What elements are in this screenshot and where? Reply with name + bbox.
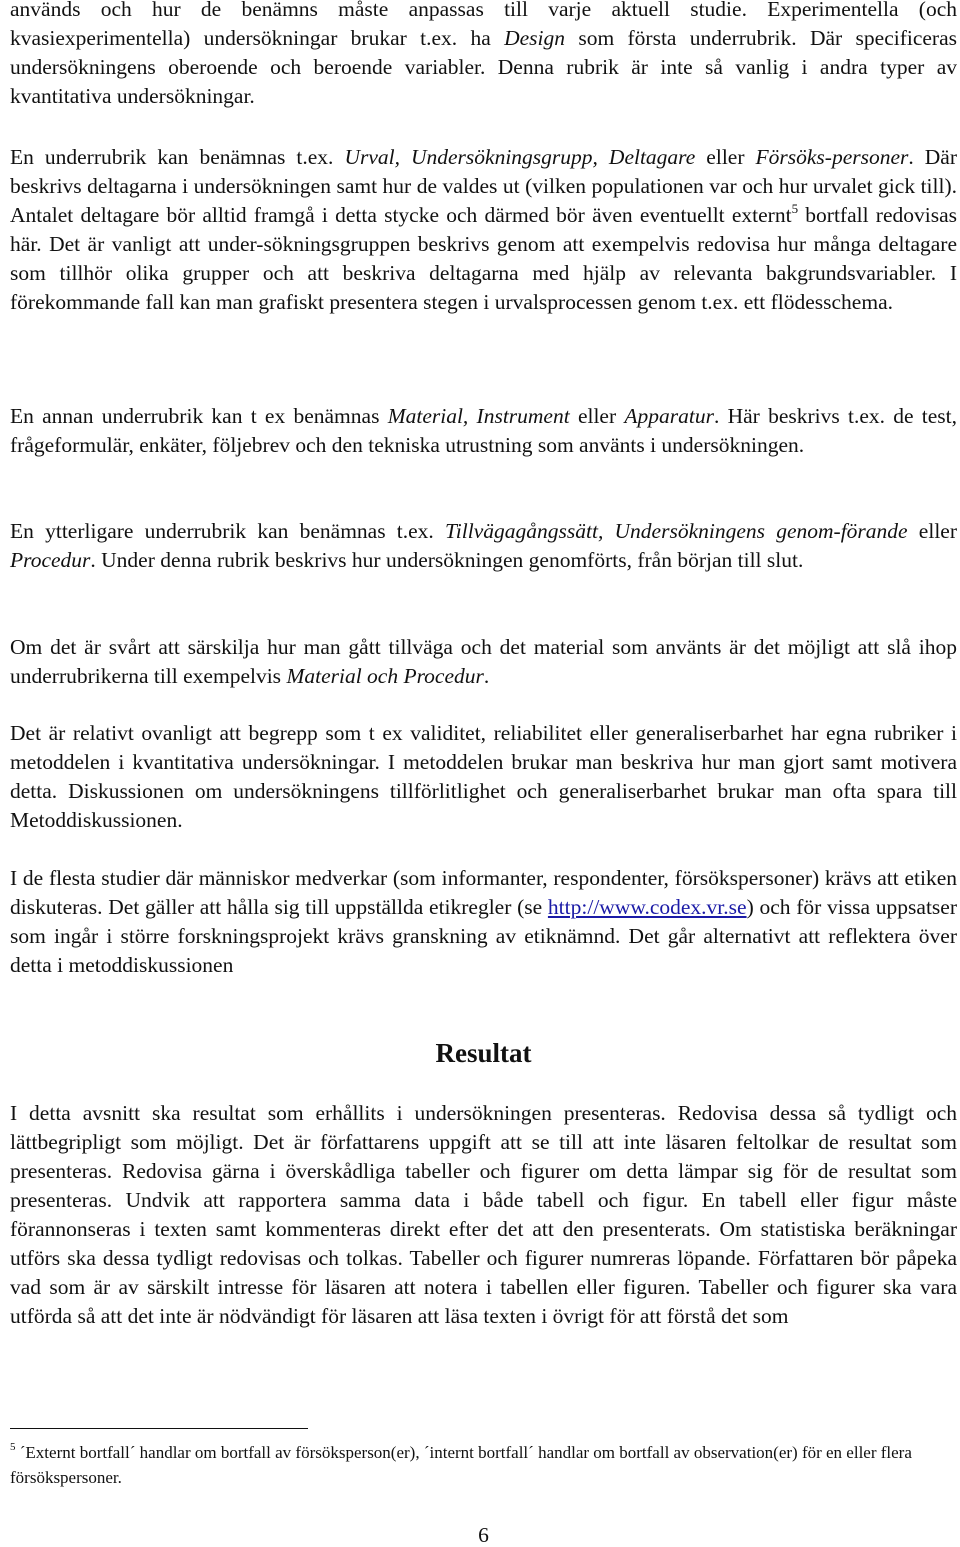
paragraph-resultat: I detta avsnitt ska resultat som erhållits i undersökningen presenteras. Redovisa dessa så tydligt och lättbegripligt som möjligt. Det är författarens uppgift att se till att inte läsaren feltolkar de resultat som presenteras. Redovisa gärna i överskådliga tabeller och figurer om detta lämpar sig för de resultat som presenteras. Undvik att rapportera samma data i både tabell och figur. En tabell eller figur måste förannonseras i texten samt kommenteras direkt efter det att den presenterats. Om statistiska beräkningar utförs ska dessa tydligt redovisas och tolkas. Tabeller och figurer numreras löpande. Författaren bör påpeka vad som är av särskilt intresse för läsaren att notera i tabellen eller figuren. Tabeller och figurer ska vara utförda så att det inte är nödvändigt för läsaren att läsa texten i övrigt för att förstå det som <box>10 1101 957 1328</box>
paragraph-material-och-procedur <box>10 633 957 691</box>
footnote-separator <box>10 1428 308 1429</box>
italic-term: Material och Procedur <box>286 664 484 688</box>
text-run: . <box>483 664 490 688</box>
italic-term: Procedur <box>10 548 91 572</box>
section-heading-resultat: Resultat <box>435 1038 532 1068</box>
codex-link[interactable]: http://www.codex.vr.se <box>547 895 747 919</box>
paragraph-design <box>10 0 957 111</box>
italic-term: Tillvägagångssätt, Undersökningens genom-förande <box>445 519 908 543</box>
footnote-reference[interactable]: 5 <box>791 201 799 216</box>
text-run: Om det är svårt att särskilja hur man gått tillväga och det material som använts är det möjligt att slå ihop underrubrikerna till exempelvis <box>10 635 957 688</box>
footnote <box>10 1440 957 1490</box>
text-run: bortfall redovisas här. Det är vanligt att under-sökningsgruppen beskrivs genom att exempelvis redovisa hur många deltagare som tillhör olika grupper och att beskriva deltagarna med hjälp av relevanta bakgrundsvariabler. I förekommande fall kan man grafiskt presentera stegen i urvalsprocessen genom t.ex. ett flödesschema. <box>10 203 957 314</box>
italic-term: Material, Instrument <box>387 404 570 428</box>
footnote-marker: 5 <box>10 1441 16 1453</box>
paragraph-material <box>10 402 957 460</box>
paragraph-etik <box>10 864 957 980</box>
text-run: . Under denna rubrik beskrivs hur undersökningen genomförts, från början till slut. <box>90 548 804 572</box>
text-run: ) och för vissa uppsatser som ingår i större forskningsprojekt krävs granskning av etiknämnd. Det går alternativt att reflektera över detta i metoddiskussionen <box>10 895 957 977</box>
text-run: En underrubrik kan benämnas t.ex. <box>10 145 345 169</box>
paragraph-urval <box>10 143 957 317</box>
text-run: eller <box>695 145 756 169</box>
text-run: I de flesta studier där människor medverkar (som informanter, respondenter, försökspersoner) krävs att etiken diskuteras. Det gäller att hålla sig till uppställda etikregler (se <box>10 866 957 919</box>
page-number: 6 <box>478 1523 489 1547</box>
paragraph-procedur <box>10 517 957 575</box>
text-run: som första underrubrik. Där specificeras undersökningens oberoende och beroende variabler. Denna rubrik är inte så vanlig i andra typer av kvantitativa undersökningar. <box>10 26 958 108</box>
italic-term: Försöks-personer <box>755 145 909 169</box>
italic-term: Urval, Undersökningsgrupp, Deltagare <box>344 145 696 169</box>
text-run: En ytterligare underrubrik kan benämnas t.ex. <box>10 519 446 543</box>
text-run: används och hur de benämns måste anpassas till varje aktuell studie. Experimentella (och kvasiexperimentella) undersökningar brukar t.ex. ha <box>10 0 957 50</box>
text-run: En annan underrubrik kan t ex benämnas <box>10 404 388 428</box>
paragraph-validitet: Det är relativt ovanligt att begrepp som t ex validitet, reliabilitet eller generaliserbarhet har egna rubriker i metoddelen i kvantitativa undersökningar. I metoddelen brukar man beskriva hur man gjort samt motivera detta. Diskussionen om undersökningens tillförlitlighet och generaliserbarhet brukar man ofta spara till Metoddiskussionen. <box>10 721 957 832</box>
text-run: . Där beskrivs deltagarna i undersökningen samt hur de valdes ut (vilken populationen var och hur urvalet gick till). Antalet deltagare bör alltid framgå i detta stycke och därmed bör även eventuellt externt <box>10 145 958 227</box>
text-run: . Här beskrivs t.ex. de test, frågeformulär, enkäter, följebrev och den tekniska utrustning som använts i undersökningen. <box>10 404 957 457</box>
footnote-text: ´Externt bortfall´ handlar om bortfall av försöksperson(er), ´internt bortfall´ handlar om bortfall av observation(er) för en eller flera försökspersoner. <box>10 1443 912 1487</box>
text-run: eller <box>907 519 957 543</box>
italic-term: Apparatur <box>624 404 714 428</box>
text-run: eller <box>569 404 625 428</box>
italic-term: Design <box>504 26 566 50</box>
